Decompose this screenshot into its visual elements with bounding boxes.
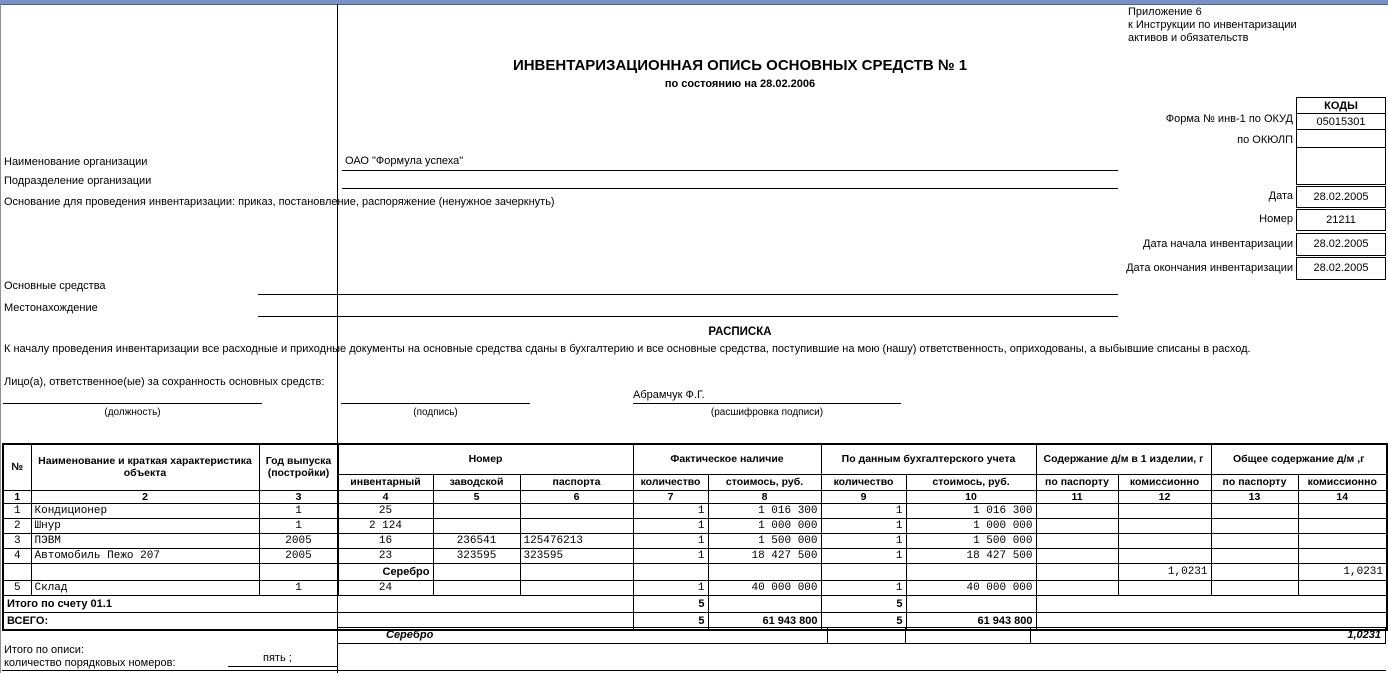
table-cell: 2005 (259, 548, 338, 563)
table-cell (708, 595, 821, 612)
silver-summary-empty-cell (905, 628, 1030, 643)
start-date-label: Дата начала инвентаризации (1143, 238, 1293, 250)
okud-label: Форма № инв-1 по ОКУД (1165, 113, 1293, 125)
table-cell (1211, 533, 1298, 548)
serial-count-underline (228, 666, 337, 667)
appendix-line: Приложение 6 (1128, 6, 1202, 18)
table-row (3, 580, 1387, 595)
org-name-underline (342, 170, 1118, 171)
col-group-content-per-item: Содержание д/м в 1 изделии, г (1036, 444, 1211, 474)
table-cell (1211, 563, 1298, 580)
table-cell (1036, 548, 1118, 563)
table-cell: 1 (633, 518, 708, 533)
table-cell: 1 016 300 (906, 503, 1036, 518)
table-cell: 1,0231 (1118, 563, 1211, 580)
table-row (3, 503, 1387, 518)
silver-summary-empty-cell (827, 628, 905, 643)
subheader: количество (821, 474, 906, 490)
okulp-code-cell (1296, 129, 1386, 148)
table-row (3, 548, 1387, 563)
col-number: 7 (633, 490, 708, 503)
col-header-name: Наименование и краткая характеристика объекта (31, 444, 259, 490)
table-cell (1036, 595, 1387, 612)
appendix-line: активов и обязательств (1128, 32, 1249, 44)
col-group-number: Номер (338, 444, 633, 474)
table-cell: 40 000 000 (906, 580, 1036, 595)
codes-header: КОДЫ (1296, 97, 1386, 114)
table-cell (1298, 503, 1387, 518)
table-cell: 1 500 000 (906, 533, 1036, 548)
end-date-label: Дата окончания инвентаризации (1126, 262, 1293, 274)
table-cell: 5 (633, 612, 708, 630)
subheader: стоимось, руб. (906, 474, 1036, 490)
table-cell: 61 943 800 (906, 612, 1036, 630)
date-value-box: 28.02.2005 (1296, 186, 1386, 208)
signature-line-position (3, 403, 262, 404)
table-cell (633, 563, 708, 580)
table-cell: 1 (633, 503, 708, 518)
table-cell: 2 (3, 518, 31, 533)
col-number: 5 (433, 490, 520, 503)
table-totals (3, 595, 1387, 630)
number-label: Номер (1259, 213, 1293, 225)
table-row (3, 533, 1387, 548)
signature-line-decode (633, 403, 901, 404)
table-cell: 125476213 (520, 533, 633, 548)
appendix-line: к Инструкции по инвентаризации (1128, 19, 1297, 31)
table-cell: 1 (259, 518, 338, 533)
col-group-fact: Фактическое наличие (633, 444, 821, 474)
col-number: 8 (708, 490, 821, 503)
table-cell (259, 563, 338, 580)
col-number: 4 (338, 490, 433, 503)
table-cell (1298, 548, 1387, 563)
table-cell: 16 (338, 533, 433, 548)
position-caption: (должность) (104, 407, 161, 418)
table-body (3, 503, 1387, 595)
table-cell: 1 (821, 533, 906, 548)
table-cell (433, 580, 520, 595)
receipt-heading: РАСПИСКА (708, 326, 772, 338)
okud-code-cell: 05015301 (1296, 113, 1386, 130)
table-cell: 5 (821, 595, 906, 612)
table-cell: 323595 (520, 548, 633, 563)
table-cell: 1 (821, 580, 906, 595)
col-number: 12 (1118, 490, 1211, 503)
table-cell: 236541 (433, 533, 520, 548)
subheader: заводской (433, 474, 520, 490)
okulp-label: по ОКЮЛП (1237, 134, 1293, 146)
fixed-assets-label: Основные средства (4, 280, 106, 292)
page-left-edge (0, 4, 1, 673)
silver-summary-strip (337, 627, 1386, 644)
table-cell: 5 (633, 595, 708, 612)
document-subtitle: по состоянию на 28.02.2006 (664, 78, 816, 90)
number-value-box: 21211 (1296, 209, 1386, 231)
bottom-rule (2, 670, 1386, 671)
org-division-underline (342, 188, 1118, 189)
table-cell: 24 (338, 580, 433, 595)
table-cell: 1 (633, 548, 708, 563)
col-number: 6 (520, 490, 633, 503)
table-cell: Склад (31, 580, 259, 595)
table-cell: ВСЕГО: (3, 612, 633, 630)
table-cell: 61 943 800 (708, 612, 821, 630)
org-name-value: ОАО "Формула успеха" (345, 155, 464, 167)
table-cell (821, 563, 906, 580)
col-number: 11 (1036, 490, 1118, 503)
subheader: количество (633, 474, 708, 490)
subheader: комиссионно (1298, 474, 1387, 490)
codes-box (1296, 97, 1386, 185)
table-row (3, 518, 1387, 533)
table-cell (1036, 563, 1118, 580)
table-header (3, 444, 1387, 503)
start-date-value-box: 28.02.2005 (1296, 233, 1386, 256)
fixed-assets-underline (258, 294, 1118, 295)
col-number: 14 (1298, 490, 1387, 503)
signer-name: Абрамчук Ф.Г. (633, 389, 705, 401)
col-number: 1 (3, 490, 31, 503)
appendix-note (1128, 6, 1297, 45)
document-title-block (340, 57, 1140, 90)
table-cell (1036, 533, 1118, 548)
document-title: ИНВЕНТАРИЗАЦИОННАЯ ОПИСЬ ОСНОВНЫХ СРЕДСТВ № 1 (512, 57, 968, 74)
table-cell (1211, 548, 1298, 563)
serial-count-label: количество порядковых номеров: (4, 657, 176, 669)
subheader: паспорта (520, 474, 633, 490)
table-cell: 2 124 (338, 518, 433, 533)
table-cell: 2005 (259, 533, 338, 548)
serial-count-value: пять ; (263, 652, 292, 664)
org-division-label: Подразделение организации (4, 175, 152, 187)
subheader: по паспорту (1036, 474, 1118, 490)
table-cell: 1 000 000 (906, 518, 1036, 533)
table-cell: 23 (338, 548, 433, 563)
col-number: 2 (31, 490, 259, 503)
table-cell: Серебро (338, 563, 433, 580)
table-row (3, 563, 1387, 580)
empty-code-cell (1296, 147, 1386, 185)
table-cell: 1 (3, 503, 31, 518)
col-header-year: Год выпуска (постройки) (259, 444, 338, 490)
subheader: стоимось, руб. (708, 474, 821, 490)
col-number: 3 (259, 490, 338, 503)
table-cell: 323595 (433, 548, 520, 563)
table-cell: 1 (821, 548, 906, 563)
table-cell: 1,0231 (1298, 563, 1387, 580)
table-cell (1036, 580, 1118, 595)
table-cell (1211, 503, 1298, 518)
table-cell (1298, 533, 1387, 548)
col-number: 13 (1211, 490, 1298, 503)
col-group-content-total: Общее содержание д/м ,г (1211, 444, 1387, 474)
decode-caption: (расшифровка подписи) (710, 407, 824, 418)
table-cell: ПЭВМ (31, 533, 259, 548)
table-cell (1211, 518, 1298, 533)
silver-summary-label: Серебро (386, 629, 434, 641)
table-cell: 1 (633, 580, 708, 595)
table-cell (520, 518, 633, 533)
list-total-label: Итого по описи: (4, 644, 84, 656)
table-cell: 5 (3, 580, 31, 595)
table-cell (520, 503, 633, 518)
table-cell: 1 (821, 503, 906, 518)
col-number: 10 (906, 490, 1036, 503)
table-cell: 1 016 300 (708, 503, 821, 518)
inventory-table (2, 443, 1388, 631)
subheader: комиссионно (1118, 474, 1211, 490)
window-top-edge (0, 0, 1388, 5)
table-cell (520, 563, 633, 580)
table-cell: 1 500 000 (708, 533, 821, 548)
location-underline (258, 316, 1118, 317)
table-cell: 3 (3, 533, 31, 548)
end-date-value-box: 28.02.2005 (1296, 257, 1386, 280)
org-name-label: Наименование организации (4, 156, 148, 168)
table-cell: 4 (3, 548, 31, 563)
table-cell: 25 (338, 503, 433, 518)
silver-summary-value: 1,0231 (1030, 628, 1385, 643)
inventory-basis-label: Основание для проведения инвентаризации: приказ, постановление, распоряжение (ненужное зачеркнуть) (4, 196, 555, 208)
table-cell (906, 595, 1036, 612)
table-cell (3, 563, 31, 580)
responsible-person-label: Лицо(а), ответственное(ые) за сохранность основных средств: (4, 376, 325, 388)
date-label: Дата (1268, 190, 1293, 202)
table-cell: Итого по счету 01.1 (3, 595, 633, 612)
signature-line-sign (341, 403, 530, 404)
table-cell (520, 580, 633, 595)
table-cell (1118, 580, 1211, 595)
table-cell (433, 518, 520, 533)
table-cell (433, 503, 520, 518)
table-cell: 18 427 500 (906, 548, 1036, 563)
table-cell (433, 563, 520, 580)
table-cell (1036, 503, 1118, 518)
table-row-account-total (3, 595, 1387, 612)
table-cell (1118, 503, 1211, 518)
table-cell (1211, 580, 1298, 595)
table-cell (1036, 518, 1118, 533)
table-cell: 1 (259, 503, 338, 518)
col-number: 9 (821, 490, 906, 503)
table-cell (1118, 548, 1211, 563)
table-cell (1298, 518, 1387, 533)
table-cell (1118, 533, 1211, 548)
col-group-accounting: По данным бухгалтерского учета (821, 444, 1036, 474)
column-numbers-row (3, 490, 1387, 503)
table-cell: Кондиционер (31, 503, 259, 518)
location-label: Местонахождение (4, 302, 98, 314)
subheader: инвентарный (338, 474, 433, 490)
table-cell (1118, 518, 1211, 533)
table-cell: Автомобиль Пежо 207 (31, 548, 259, 563)
table-cell (708, 563, 821, 580)
table-cell: 1 (259, 580, 338, 595)
subheader: по паспорту (1211, 474, 1298, 490)
table-cell: Шнур (31, 518, 259, 533)
table-cell (31, 563, 259, 580)
table-cell: 1 (633, 533, 708, 548)
table-cell (906, 563, 1036, 580)
sign-caption: (подпись) (413, 407, 458, 418)
table-cell: 1 (821, 518, 906, 533)
table-cell: 1 000 000 (708, 518, 821, 533)
table-cell: 40 000 000 (708, 580, 821, 595)
receipt-body: К началу проведения инвентаризации все расходные и приходные документы на основные средства сданы в бухгалтерию и все основные средства, поступившие на мою (нашу) ответственность, оприходованы, а выбывшие списаны в расход. (4, 343, 1251, 355)
col-header-num: № (3, 444, 31, 490)
table-cell (1298, 580, 1387, 595)
table-cell: 5 (821, 612, 906, 630)
table-cell: 18 427 500 (708, 548, 821, 563)
